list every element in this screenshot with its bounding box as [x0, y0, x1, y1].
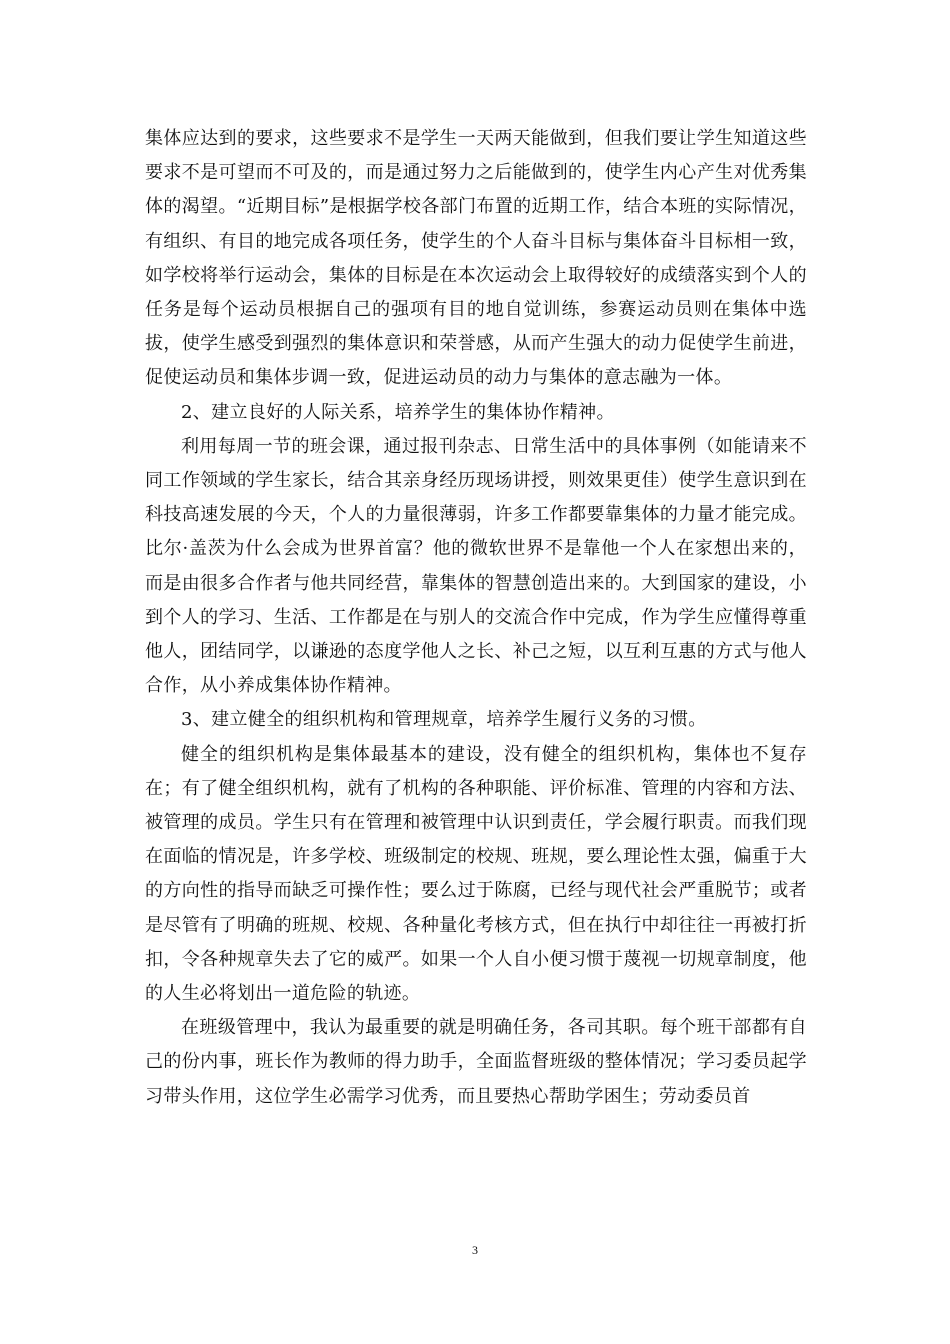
- paragraph-organization: 健全的组织机构是集体最基本的建设，没有健全的组织机构，集体也不复存在；有了健全组织机构，就有了机构的各种职能、评价标准、管理的内容和方法、被管理的成员。学生只有在管理和被管理中认识到责任，学会履行职责。而我们现在面临的情况是，许多学校、班级制定的校规、班规，要么理论性太强，偏重于大的方向性的指导而缺乏可操作性；要么过于陈腐，已经与现代社会严重脱节；或者是尽管有了明确的班规、校规、各种量化考核方式，但在执行中却往往一再被打折扣，令各种规章失去了它的威严。如果一个人自小便习惯于蔑视一切规章制度，他的人生必将划出一道危险的轨迹。: [145, 743, 807, 1005]
- paragraph-continuation: 集体应达到的要求，这些要求不是学生一天两天能做到，但我们要让学生知道这些要求不是可望而不可及的，而是通过努力之后能做到的，使学生内心产生对优秀集体的渴望。“近期目标”是根据学校各部门布置的近期工作，结合本班的实际情况，有组织、有目的地完成各项任务，使学生的个人奋斗目标与集体奋斗目标相一致，如学校将举行运动会，集体的目标是在本次运动会上取得较好的成绩落实到个人的任务是每个运动员根据自己的强项有目的地自觉训练，参赛运动员则在集体中选拔，使学生感受到强烈的集体意识和荣誉感，从而产生强大的动力促使学生前进，促使运动员和集体步调一致，促进运动员的动力与集体的意志融为一体。: [145, 128, 807, 389]
- paragraph-class-management: 在班级管理中，我认为最重要的就是明确任务，各司其职。每个班干部都有自己的份内事，班长作为教师的得力助手，全面监督班级的整体情况；学习委员起学习带头作用，这位学生必需学习优秀，而且要热心帮助学困生；劳动委员首: [145, 1017, 807, 1107]
- paragraph-collaboration: 利用每周一节的班会课，通过报刊杂志、日常生活中的具体事例（如能请来不同工作领域的学生家长，结合其亲身经历现场讲授，则效果更佳）使学生意识到在科技高速发展的今天，个人的力量很薄弱，许多工作都要靠集体的力量才能完成。比尔·盖茨为什么会成为世界首富？他的微软世界不是靠他一个人在家想出来的，而是由很多合作者与他共同经营，靠集体的智慧创造出来的。大到国家的建设，小到个人的学习、生活、工作都是在与别人的交流合作中完成，作为学生应懂得尊重他人，团结同学，以谦逊的态度学他人之长、补己之短，以互利互惠的方式与他人合作，从小养成集体协作精神。: [145, 435, 807, 697]
- document-body: [145, 122, 807, 1114]
- section-heading-3: 3、建立健全的组织机构和管理规章，培养学生履行义务的习惯。: [181, 709, 707, 731]
- section-heading-2: 2、建立良好的人际关系，培养学生的集体协作精神。: [181, 401, 615, 423]
- page-number: 3: [472, 1243, 478, 1257]
